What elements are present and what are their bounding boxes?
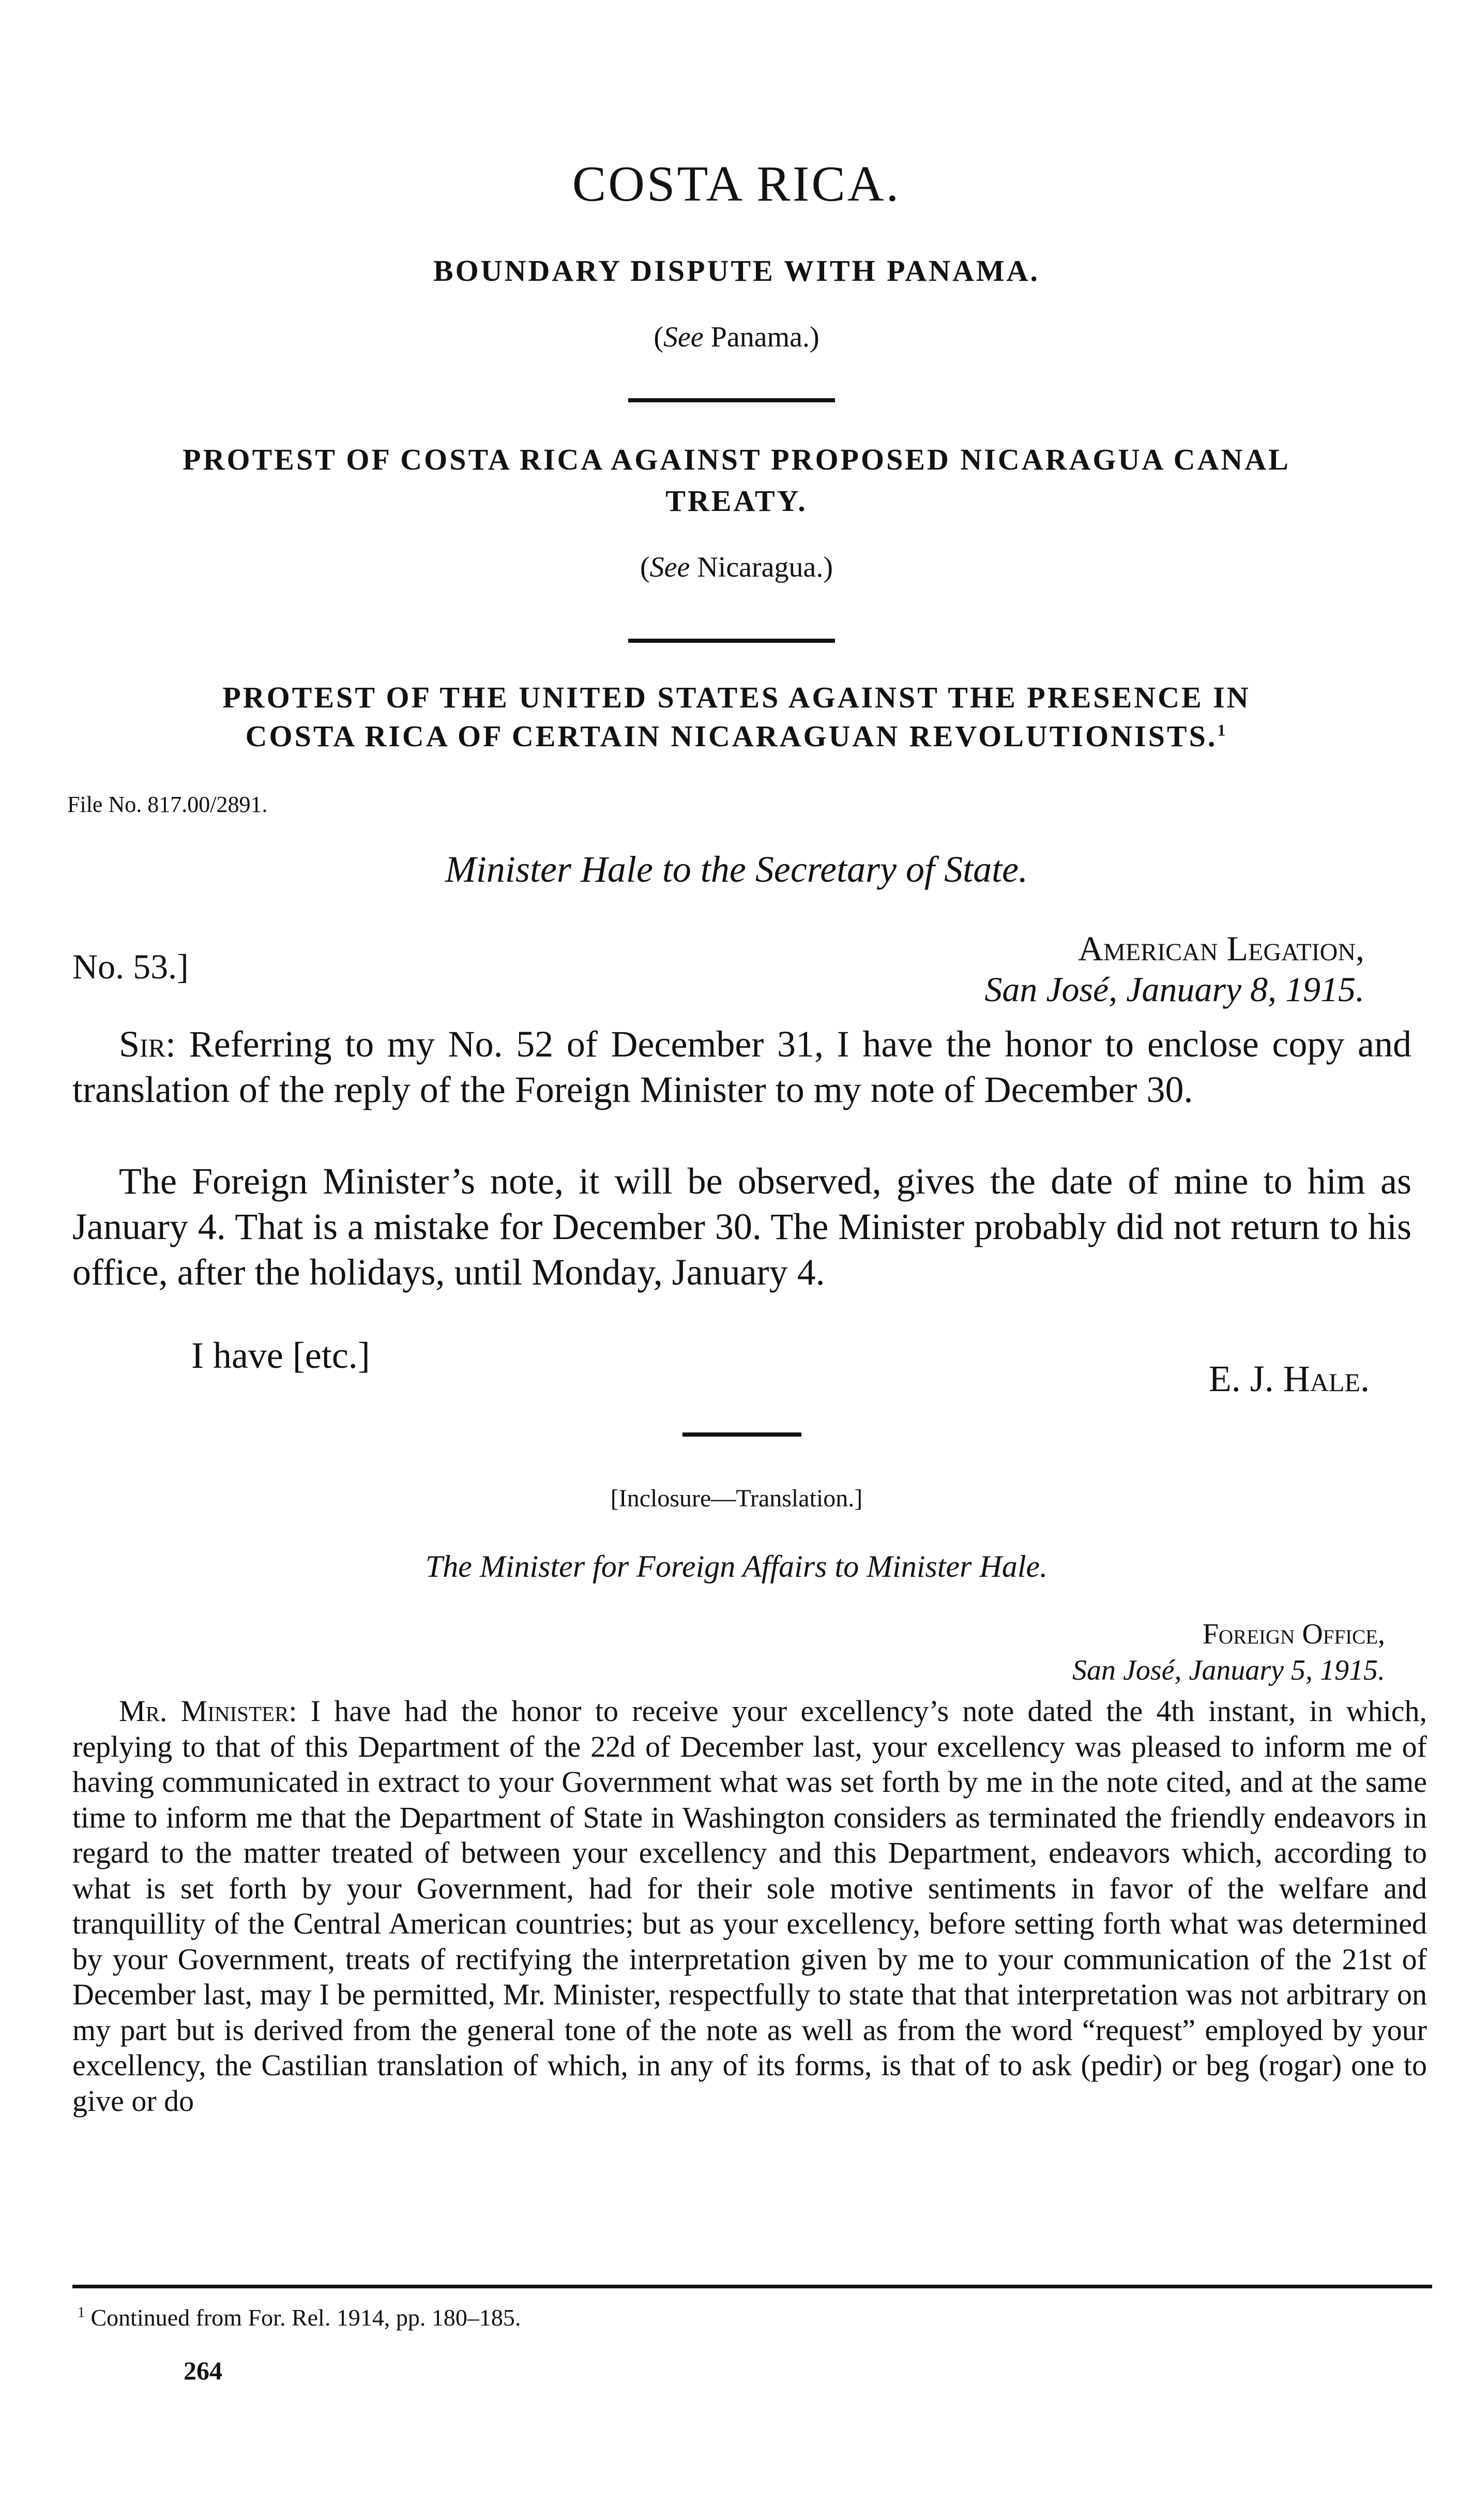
section1-title: BOUNDARY DISPUTE WITH PANAMA. — [433, 254, 1040, 288]
legation-name: American Legation, — [1078, 929, 1364, 968]
country-title: COSTA RICA. — [572, 156, 901, 212]
footnote-rule — [72, 2285, 1432, 2288]
page-number: 264 — [184, 2356, 222, 2385]
enclosure-place — [1072, 1616, 1385, 1688]
footnote-reference: 1 — [1217, 720, 1228, 740]
file-number: File No. 817.00/2891. — [67, 792, 268, 817]
letter-paragraph-2 — [72, 1158, 1411, 1295]
letter-place — [984, 928, 1364, 1010]
enclosure-label: [Inclosure—Translation.] — [610, 1485, 863, 1512]
paragraph-text: : Referring to my No. 52 of December 31, I have the honor to enclose copy and translation of the reply of the Foreign Minister to my note of December 30. — [72, 1023, 1411, 1110]
letter-paragraph-1 — [72, 1021, 1411, 1112]
footnote — [78, 2304, 521, 2331]
section2-see-reference: (See Nicaragua.) — [640, 551, 833, 583]
divider-rule — [628, 639, 835, 643]
see-target: Nicaragua. — [697, 551, 824, 583]
section2-title-line2: TREATY. — [665, 484, 808, 518]
salutation: Sir — [119, 1023, 166, 1065]
letter-heading: Minister Hale to the Secretary of State. — [445, 849, 1028, 890]
enclosure-body — [72, 1694, 1427, 2119]
salutation: Mr. Minister — [119, 1694, 289, 1728]
section3-title-text: COSTA RICA OF CERTAIN NICARAGUAN REVOLUTIONISTS. — [245, 719, 1218, 753]
divider-rule — [682, 1432, 801, 1437]
see-word: See — [649, 551, 690, 583]
office-name: Foreign Office, — [1202, 1618, 1385, 1650]
section1-see-reference: (See Panama.) — [654, 321, 819, 353]
place-date: San José, January 8, 1915. — [984, 970, 1364, 1009]
paragraph-text: The Foreign Minister’s note, it will be observed, gives the date of mine to him as January 4. That is a mistake for December 30. The Minister probably did not return to his office, after the holidays, until Monday, January 4. — [72, 1160, 1411, 1293]
despatch-number: No. 53.] — [72, 947, 189, 986]
place-date: San José, January 5, 1915. — [1072, 1654, 1385, 1686]
body-text: : I have had the honor to receive your excellency’s note dated the 4th instant, in which, replying to that of this Department of the 22d of December last, your excellency was pleased to inform me of having communicated in extract to your Government what was set forth by me in the note cited, and at the same time to inform me that the Department of State in Washington considers as terminated the friendly endeavors in regard to the matter treated of between your excellency and this Department, endeavors which, according to what is set forth by your Government, had for their sole motive sentiments in favor of the welfare and tranquillity of the Central American countries; but as your excellency, before setting forth what was determined by your Government, treats of rectifying the interpretation given by me to your communication of the 21st of December last, may I be permitted, Mr. Minister, respectfully to state that that interpretation was not arbitrary on my part but is derived from the general tone of the note as well as from the word “request” employed by your excellency, the Castilian translation of which, in any of its forms, is that of to ask (pedir) or beg (rogar) one to give or do — [72, 1694, 1427, 2118]
see-word: See — [663, 321, 704, 353]
see-target: Panama. — [710, 321, 810, 353]
footnote-mark: 1 — [78, 2304, 85, 2321]
section3-title-line2 — [52, 719, 1421, 753]
divider-rule — [628, 398, 835, 402]
signature: E. J. Hale. — [1208, 1358, 1370, 1399]
section3-title-line1: PROTEST OF THE UNITED STATES AGAINST THE PRESENCE IN — [222, 681, 1251, 714]
enclosure-heading: The Minister for Foreign Affairs to Minister Hale. — [425, 1549, 1048, 1583]
footnote-text: Continued from For. Rel. 1914, pp. 180–185. — [90, 2304, 521, 2331]
section2-title-line1: PROTEST OF COSTA RICA AGAINST PROPOSED NICARAGUA CANAL — [183, 443, 1290, 476]
closing: I have [etc.] — [191, 1335, 370, 1376]
